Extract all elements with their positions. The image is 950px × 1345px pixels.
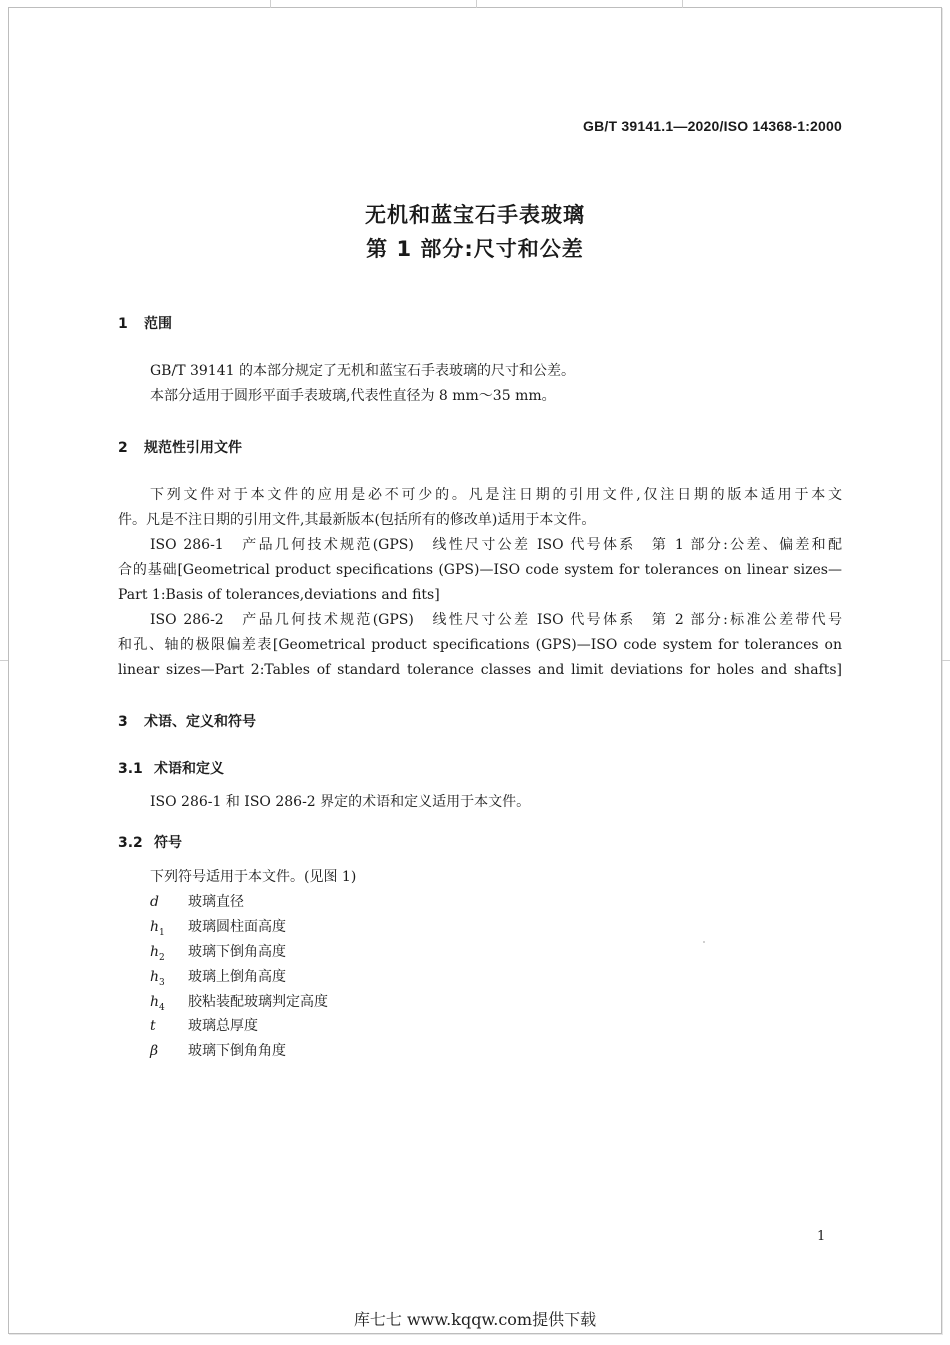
document-title: 无机和蓝宝石手表玻璃 xyxy=(365,203,585,227)
paragraph: 下列符号适用于本文件。(见图 1) xyxy=(150,869,357,885)
section-number: 1 xyxy=(118,316,128,332)
section-number: 3.1 xyxy=(118,761,143,777)
reference-line: ISO 286-2 产品几何技术规范(GPS) 线性尺寸公差 ISO 代号体系 第 2 部分:标准公差带代号 xyxy=(150,612,842,628)
section-title: 术语和定义 xyxy=(154,761,224,777)
symbol: $h_2$ xyxy=(150,944,165,963)
symbol-row xyxy=(150,967,286,993)
crop-mark xyxy=(0,660,8,661)
paragraph-line: 下列文件对于本文件的应用是必不可少的。凡是注日期的引用文件,仅注日期的版本适用于本文 xyxy=(150,487,842,503)
symbol-description: 玻璃圆柱面高度 xyxy=(188,919,286,935)
symbol-description: 胶粘装配玻璃判定高度 xyxy=(188,994,328,1010)
standard-code: GB/T 39141.1—2020/ISO 14368-1:2000 xyxy=(583,118,842,134)
symbol: t xyxy=(150,1018,156,1034)
symbol-description: 玻璃下倒角高度 xyxy=(188,944,286,960)
symbol-description: 玻璃直径 xyxy=(188,894,244,910)
document-subtitle: 第 1 部分:尺寸和公差 xyxy=(366,237,584,261)
symbol-row xyxy=(150,917,286,943)
download-footer: 库七七 www.kqqw.com提供下载 xyxy=(353,1310,597,1329)
reference-line: 和孔、轴的极限偏差表[Geometrical product specifications (GPS)—ISO code system for tolerances on xyxy=(118,637,842,653)
page-number: 1 xyxy=(817,1229,826,1244)
subsection-heading-symbols xyxy=(118,832,182,852)
symbol-row xyxy=(150,1016,258,1042)
symbol-row xyxy=(150,1041,286,1067)
subsection-heading-terms-definitions xyxy=(118,758,224,778)
reference-line: ISO 286-1 产品几何技术规范(GPS) 线性尺寸公差 ISO 代号体系 第 1 部分:公差、偏差和配 xyxy=(150,537,842,553)
section-heading-normative-references xyxy=(118,437,242,457)
reference-line: Part 1:Basis of tolerances,deviations and fits] xyxy=(118,587,440,603)
symbol: β xyxy=(150,1043,159,1059)
reference-line: linear sizes—Part 2:Tables of standard tolerance classes and limit deviations for holes and shafts] xyxy=(118,662,842,678)
paragraph: ISO 286-1 和 ISO 286-2 界定的术语和定义适用于本文件。 xyxy=(150,794,531,810)
section-heading-scope xyxy=(118,313,172,333)
symbol-row xyxy=(150,992,328,1018)
symbol: $h_3$ xyxy=(150,969,165,988)
reference-line: 合的基础[Geometrical product specifications (GPS)—ISO code system for tolerances on linear sizes— xyxy=(118,562,842,578)
section-title: 符号 xyxy=(154,835,182,851)
section-number: 2 xyxy=(118,440,128,456)
symbol-description: 玻璃下倒角角度 xyxy=(188,1043,286,1059)
symbol-description: 玻璃总厚度 xyxy=(188,1018,258,1034)
section-heading-terms xyxy=(118,711,256,731)
crop-mark xyxy=(942,660,950,661)
paragraph-line: 件。凡是不注日期的引用文件,其最新版本(包括所有的修改单)适用于本文件。 xyxy=(118,512,596,528)
crop-mark xyxy=(476,0,477,8)
symbol-row xyxy=(150,942,286,968)
crop-mark xyxy=(682,0,683,8)
symbol: d xyxy=(150,894,159,910)
section-number: 3.2 xyxy=(118,835,143,851)
section-title: 术语、定义和符号 xyxy=(144,714,256,730)
section-title: 范围 xyxy=(144,316,172,332)
symbol: $h_1$ xyxy=(150,919,165,938)
paragraph: 本部分适用于圆形平面手表玻璃,代表性直径为 8 mm～35 mm。 xyxy=(150,388,556,404)
section-title: 规范性引用文件 xyxy=(144,440,242,456)
scan-speck xyxy=(703,941,705,943)
symbol-description: 玻璃上倒角高度 xyxy=(188,969,286,985)
crop-mark xyxy=(270,0,271,8)
paragraph: GB/T 39141 的本部分规定了无机和蓝宝石手表玻璃的尺寸和公差。 xyxy=(150,363,575,379)
section-number: 3 xyxy=(118,714,128,730)
symbol: $h_4$ xyxy=(150,994,165,1013)
symbol-row xyxy=(150,892,244,918)
